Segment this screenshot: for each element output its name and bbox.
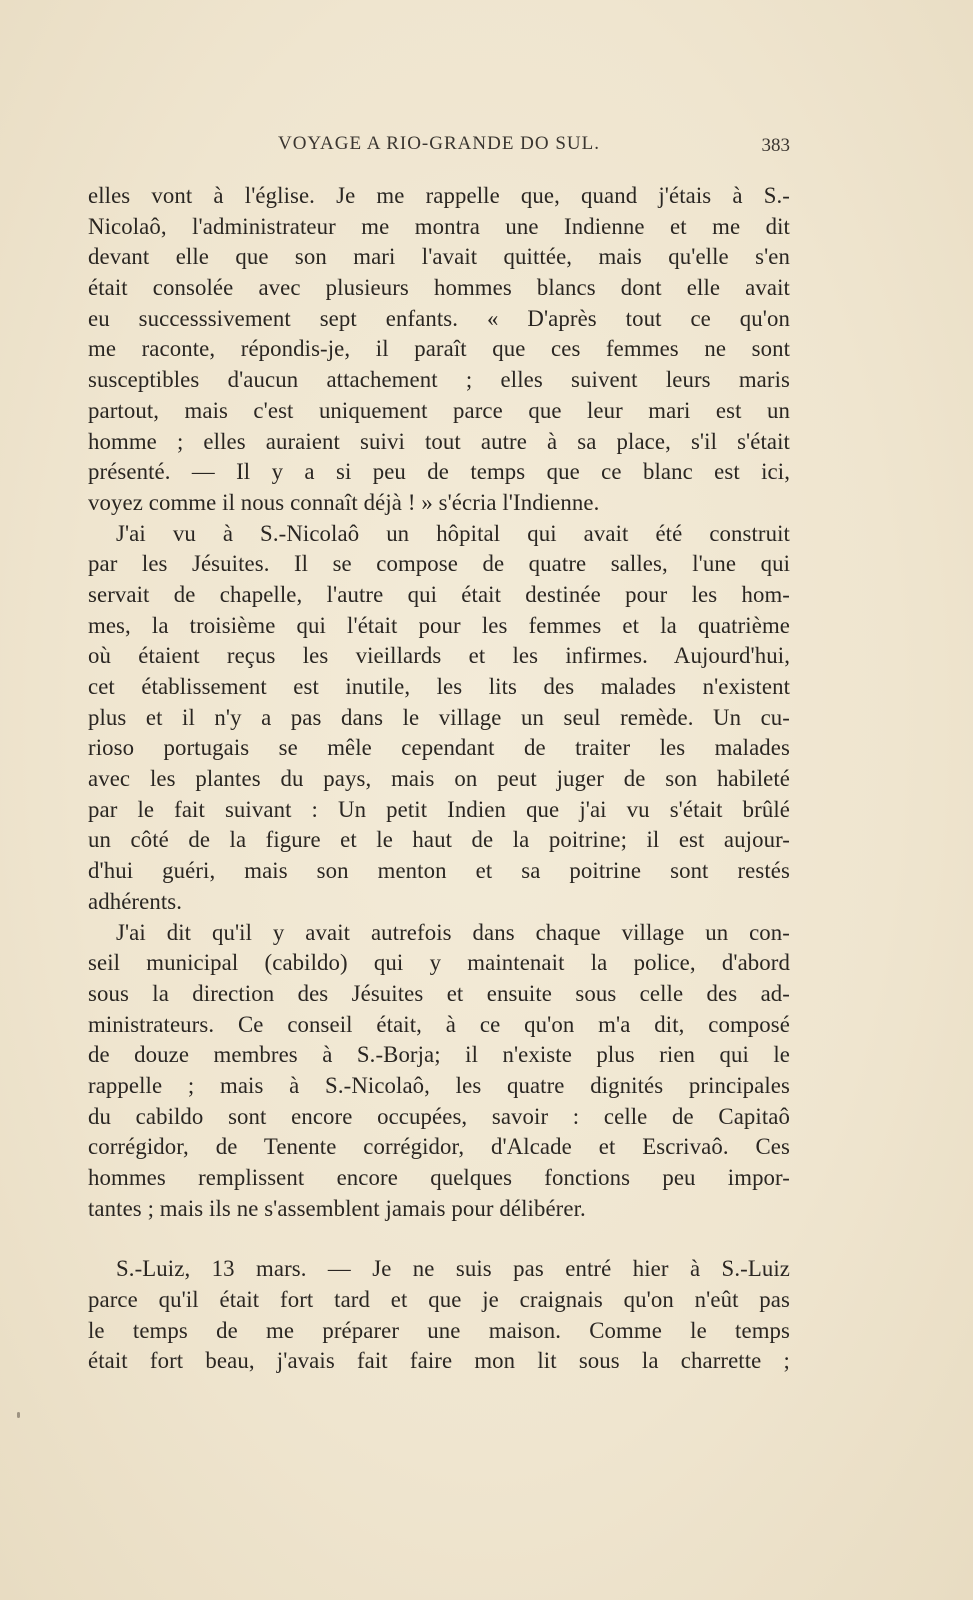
text-line: hommes remplissent encore quelques fonctions peu impor- [88, 1165, 790, 1190]
text-line: avec les plantes du pays, mais on peut juger de son habileté [88, 766, 790, 792]
text-line: partout, mais c'est uniquement parce que leur mari est un [88, 397, 790, 423]
text-line: servait de chapelle, l'autre qui était destinée pour les hom- [88, 581, 790, 607]
text-line: homme ; elles auraient suivi tout autre à sa place, s'il s'était [88, 428, 790, 454]
text-line: était fort beau, j'avais fait faire mon lit sous la charrette ; [88, 1348, 790, 1374]
text-line: d'hui guéri, mais son menton et sa poitrine sont restés [88, 858, 790, 884]
text-line: du cabildo sont encore occupées, savoir : celle de Capitaô [88, 1103, 790, 1129]
page-number: 383 [761, 135, 790, 156]
running-title: VOYAGE A RIO-GRANDE DO SUL. [277, 133, 601, 154]
paper-speck [17, 1412, 20, 1418]
section-spacer [88, 1224, 790, 1254]
text-line: corrégidor, de Tenente corrégidor, d'Alcade et Escrivaô. Ces [88, 1134, 790, 1160]
text-line: était consolée avec plusieurs hommes blancs dont elle avait [88, 275, 790, 301]
text-line: par le fait suivant : Un petit Indien que j'ai vu s'était brûlé [88, 796, 790, 822]
text-line: susceptibles d'aucun attachement ; elles suivent leurs maris [88, 367, 790, 393]
text-line: parce qu'il était fort tard et que je craignais qu'on n'eût pas [88, 1287, 790, 1313]
text-line: voyez comme il nous connaît déjà ! » s'écria l'Indienne. [88, 489, 600, 515]
text-line: sous la direction des Jésuites et ensuite sous celle des ad- [88, 980, 790, 1006]
body-text [88, 181, 790, 1377]
text-line: J'ai vu à S.-Nicolaô un hôpital qui avait été construit [116, 520, 790, 546]
text-line: tantes ; mais ils ne s'assemblent jamais pour délibérer. [88, 1195, 586, 1221]
text-line: Nicolaô, l'administrateur me montra une Indienne et me dit [88, 213, 790, 239]
paragraph [88, 1254, 790, 1377]
text-line: ministrateurs. Ce conseil était, à ce qu'on m'a dit, composé [88, 1011, 790, 1037]
text-line: adhérents. [88, 888, 183, 914]
text-line: cet établissement est inutile, les lits des malades n'existent [88, 674, 790, 699]
text-line: rappelle ; mais à S.-Nicolaô, les quatre dignités principales [88, 1072, 790, 1098]
text-line: devant elle que son mari l'avait quittée, mais qu'elle s'en [88, 244, 790, 270]
text-line: rioso portugais se mêle cependant de traiter les malades [88, 735, 790, 761]
text-line: un côté de la figure et le haut de la poitrine; il est aujour- [88, 827, 790, 853]
text-line: seil municipal (cabildo) qui y maintenait la police, d'abord [88, 950, 790, 976]
text-line: S.-Luiz, 13 mars. — Je ne suis pas entré hier à S.-Luiz [116, 1256, 790, 1282]
paragraph [88, 181, 790, 519]
text-line: me raconte, répondis-je, il paraît que ces femmes ne sont [88, 336, 790, 362]
text-line: elles vont à l'église. Je me rappelle que, quand j'étais à S.- [88, 183, 790, 208]
page-header [88, 133, 790, 163]
text-line: présenté. — Il y a si peu de temps que ce blanc est ici, [88, 459, 790, 485]
text-line: de douze membres à S.-Borja; il n'existe plus rien qui le [88, 1042, 790, 1068]
text-line: plus et il n'y a pas dans le village un seul remède. Un cu- [88, 704, 790, 730]
text-line: où étaient reçus les vieillards et les infirmes. Aujourd'hui, [88, 643, 790, 669]
text-line: J'ai dit qu'il y avait autrefois dans chaque village un con- [116, 919, 790, 945]
paragraph [88, 918, 790, 1225]
paragraph [88, 519, 790, 918]
text-line: mes, la troisième qui l'était pour les femmes et la quatrième [88, 612, 790, 638]
text-line: eu successsivement sept enfants. « D'après tout ce qu'on [88, 305, 790, 331]
text-line: le temps de me préparer une maison. Comme le temps [88, 1317, 790, 1343]
text-line: par les Jésuites. Il se compose de quatre salles, l'une qui [88, 551, 790, 577]
